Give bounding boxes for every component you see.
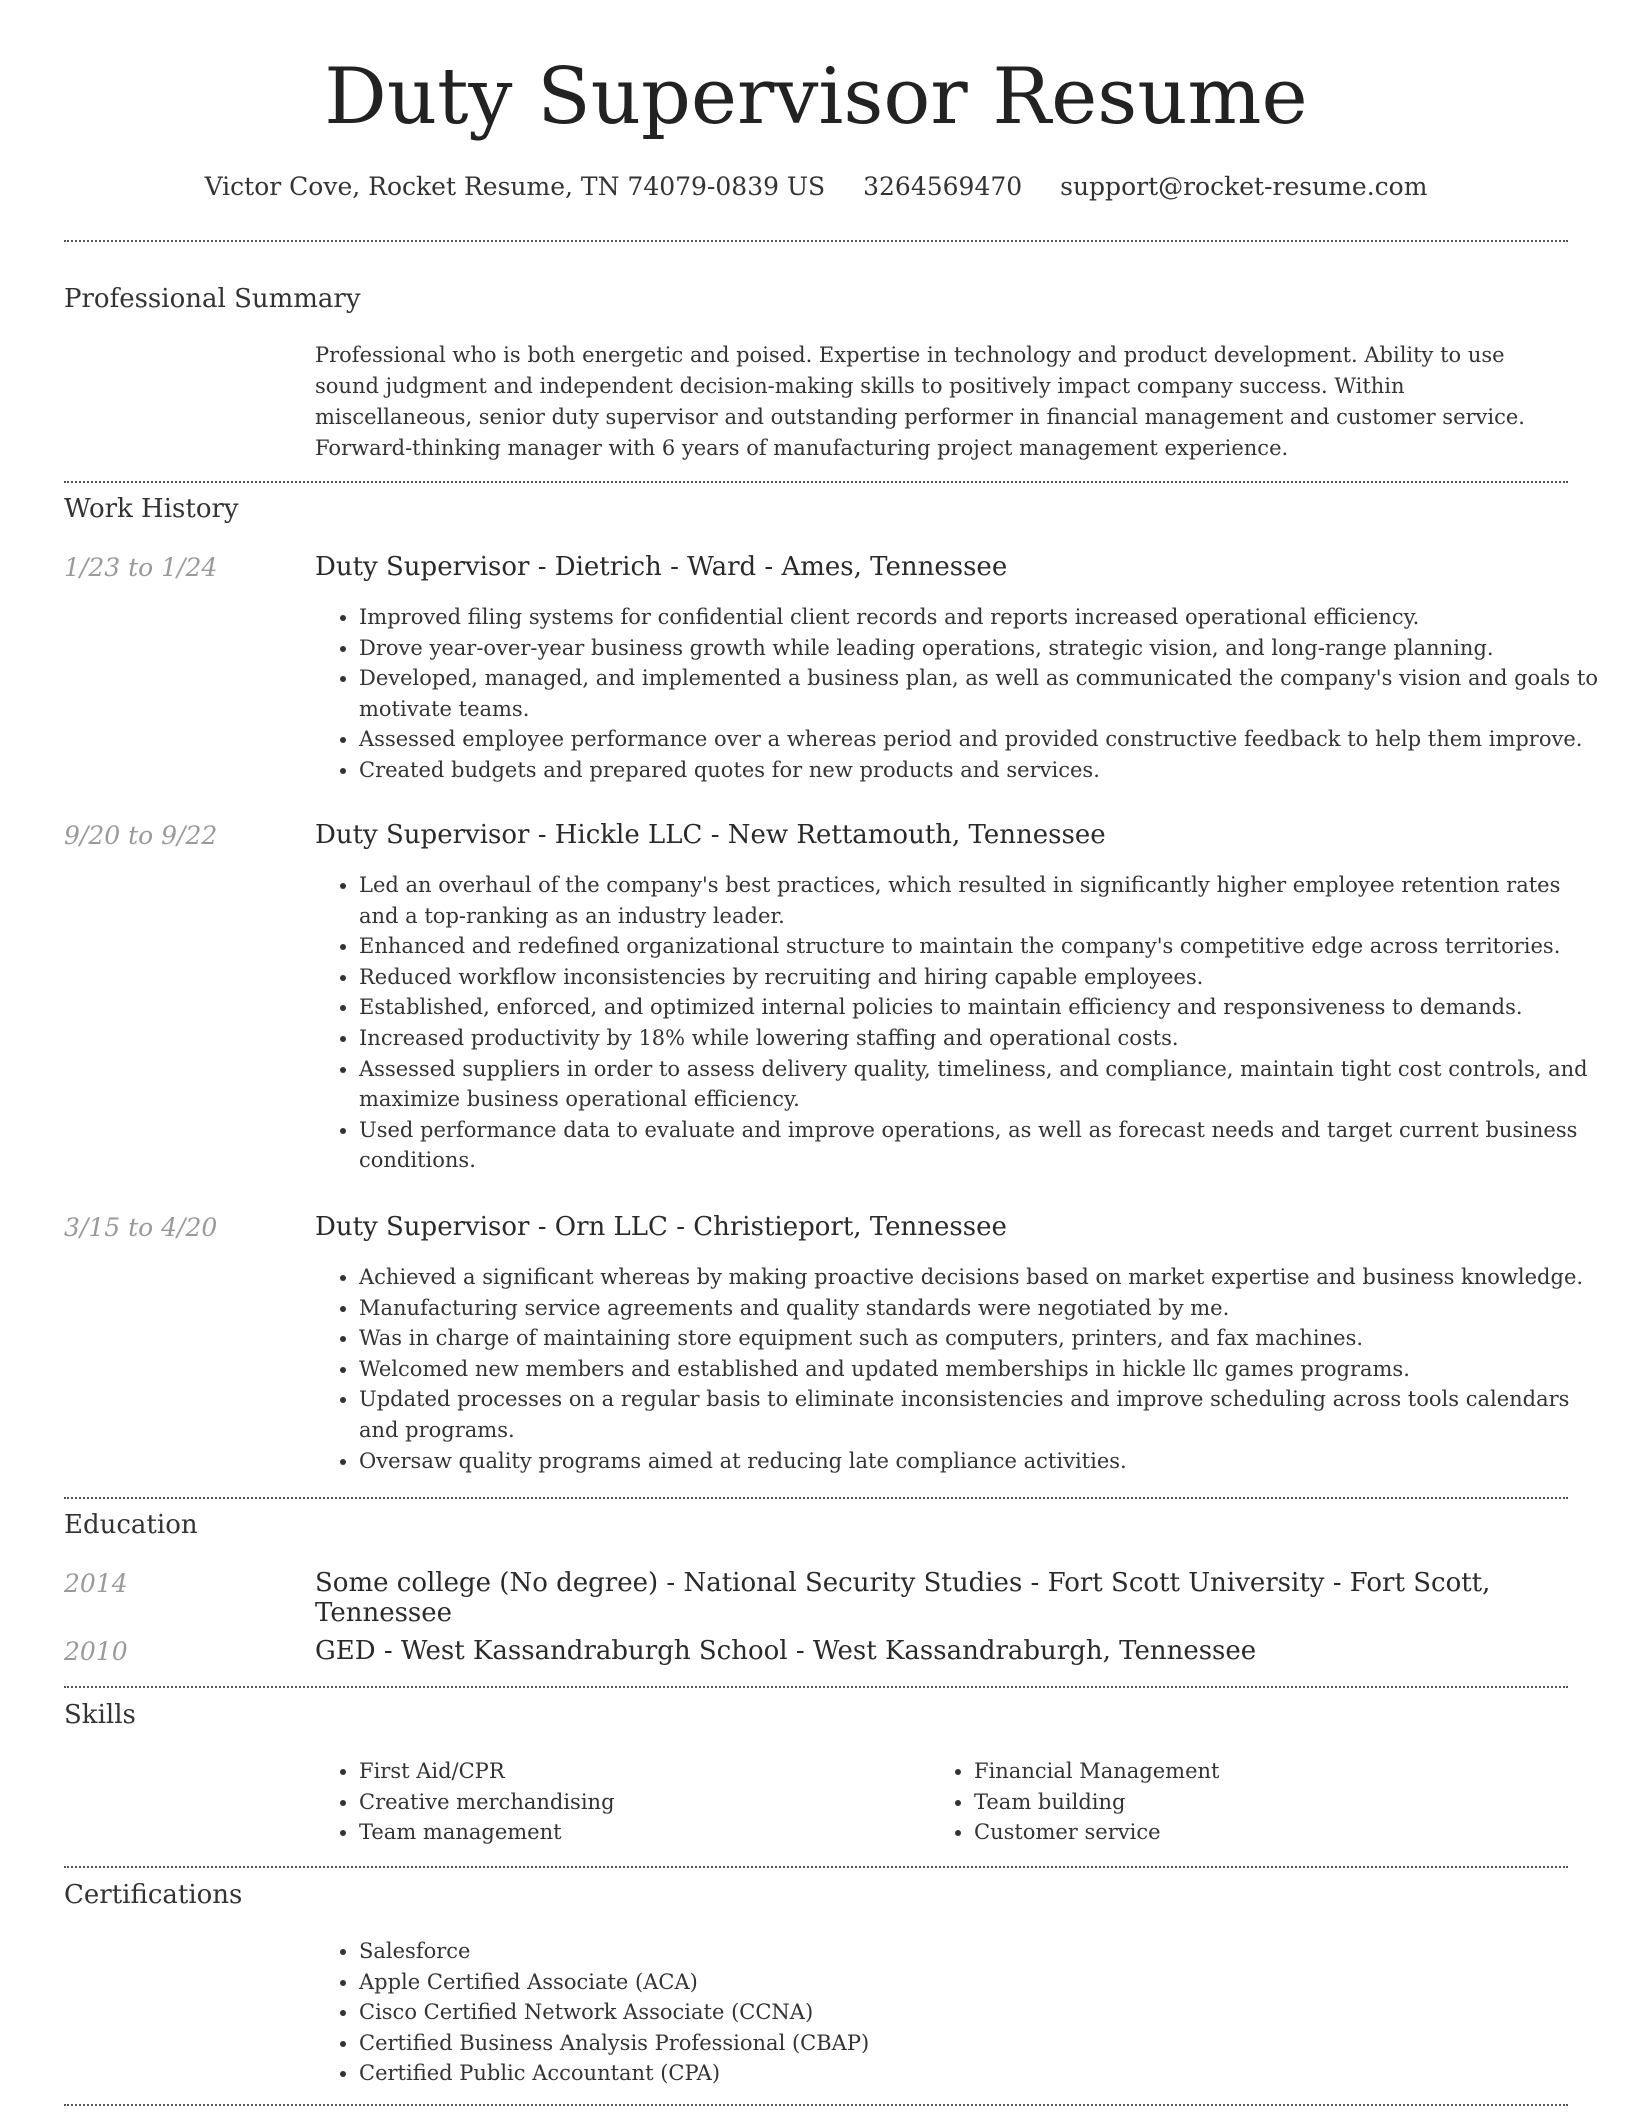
divider <box>64 481 1568 483</box>
list-item: • Was in charge of maintaining store equipment such as computers, printers, and fax machines. <box>359 1323 1599 1354</box>
list-item: • Cisco Certified Network Associate (CCNA) <box>359 1997 1599 2028</box>
list-item: • Customer service <box>974 1817 1574 1848</box>
education-year: 2014 <box>64 1569 128 1598</box>
education-year: 2010 <box>64 1637 128 1666</box>
skills-list-right <box>930 1756 1574 1848</box>
contact-phone: 3264569470 <box>863 172 1023 201</box>
list-item: • Team building <box>974 1787 1574 1818</box>
section-heading-certifications: Certifications <box>64 1880 243 1910</box>
list-item: • Certified Business Analysis Professional (CBAP) <box>359 2028 1599 2059</box>
section-heading-summary: Professional Summary <box>64 284 361 314</box>
list-item: • Achieved a significant whereas by making proactive decisions based on market expertise and business knowledge. <box>359 1262 1599 1293</box>
section-heading-skills: Skills <box>64 1700 136 1730</box>
list-item: • Developed, managed, and implemented a business plan, as well as communicated the company's vision and goals to motivate teams. <box>359 663 1599 724</box>
list-item: • Oversaw quality programs aimed at reducing late compliance activities. <box>359 1446 1599 1477</box>
divider <box>64 1497 1568 1499</box>
contact-email: support@rocket-resume.com <box>1060 172 1428 201</box>
list-item: • Assessed suppliers in order to assess delivery quality, timeliness, and compliance, maintain tight cost controls, and maximize business operational efficiency. <box>359 1054 1599 1115</box>
certifications-list <box>315 1936 1599 2089</box>
job-title: Duty Supervisor - Orn LLC - Christieport, Tennessee <box>315 1212 1007 1242</box>
job-bullets <box>315 870 1599 1176</box>
list-item: • Certified Public Accountant (CPA) <box>359 2058 1599 2089</box>
contact-address: Victor Cove, Rocket Resume, TN 74079-0839 US <box>204 172 826 201</box>
list-item: • Reduced workflow inconsistencies by recruiting and hiring capable employees. <box>359 962 1599 993</box>
job-dates: 3/15 to 4/20 <box>64 1213 218 1242</box>
divider <box>64 1866 1568 1868</box>
list-item: • Drove year-over-year business growth while leading operations, strategic vision, and long-range planning. <box>359 633 1599 664</box>
list-item: • Increased productivity by 18% while lowering staffing and operational costs. <box>359 1023 1599 1054</box>
list-item: • Improved filing systems for confidential client records and reports increased operational efficiency. <box>359 602 1599 633</box>
job-title: Duty Supervisor - Dietrich - Ward - Ames, Tennessee <box>315 552 1008 582</box>
contact-line <box>0 172 1632 201</box>
divider <box>64 2104 1568 2106</box>
list-item: • Creative merchandising <box>359 1787 929 1818</box>
list-item: • Manufacturing service agreements and quality standards were negotiated by me. <box>359 1293 1599 1324</box>
list-item: • Enhanced and redefined organizational structure to maintain the company's competitive edge across territories. <box>359 931 1599 962</box>
summary-text: Professional who is both energetic and poised. Expertise in technology and product development. Ability to use sound judgment and independent decision-making skills to positively impact company success. Within miscellaneous, senior duty supervisor and outstanding performer in financial management and customer service. Forward-thinking manager with 6 years of manufacturing project management experience. <box>315 343 1525 460</box>
list-item: • Established, enforced, and optimized internal policies to maintain efficiency and responsiveness to demands. <box>359 992 1599 1023</box>
divider <box>64 1686 1568 1688</box>
list-item: • Led an overhaul of the company's best practices, which resulted in significantly higher employee retention rates and a top-ranking as an industry leader. <box>359 870 1599 931</box>
list-item: • Apple Certified Associate (ACA) <box>359 1967 1599 1998</box>
education-title: Some college (No degree) - National Security Studies - Fort Scott University - Fort Scott, Tennessee <box>315 1568 1491 1628</box>
list-item: • Used performance data to evaluate and improve operations, as well as forecast needs and target current business conditions. <box>359 1115 1599 1176</box>
list-item: • Salesforce <box>359 1936 1599 1967</box>
skills-list-left <box>315 1756 929 1848</box>
education-title: GED - West Kassandraburgh School - West Kassandraburgh, Tennessee <box>315 1636 1257 1666</box>
list-item: • Financial Management <box>974 1756 1574 1787</box>
section-heading-education: Education <box>64 1510 198 1540</box>
job-title: Duty Supervisor - Hickle LLC - New Rettamouth, Tennessee <box>315 820 1106 850</box>
list-item: • Assessed employee performance over a whereas period and provided constructive feedback to help them improve. <box>359 724 1599 755</box>
job-dates: 9/20 to 9/22 <box>64 821 218 850</box>
list-item: • Updated processes on a regular basis to eliminate inconsistencies and improve scheduling across tools calendars and programs. <box>359 1384 1599 1445</box>
section-heading-work: Work History <box>64 494 239 524</box>
list-item: • Team management <box>359 1817 929 1848</box>
job-dates: 1/23 to 1/24 <box>64 553 218 582</box>
list-item: • Created budgets and prepared quotes for new products and services. <box>359 755 1599 786</box>
resume-title: Duty Supervisor Resume <box>324 52 1308 142</box>
list-item: • First Aid/CPR <box>359 1756 929 1787</box>
list-item: • Welcomed new members and established and updated memberships in hickle llc games programs. <box>359 1354 1599 1385</box>
job-bullets <box>315 1262 1599 1476</box>
divider <box>64 240 1568 242</box>
job-bullets <box>315 602 1599 786</box>
